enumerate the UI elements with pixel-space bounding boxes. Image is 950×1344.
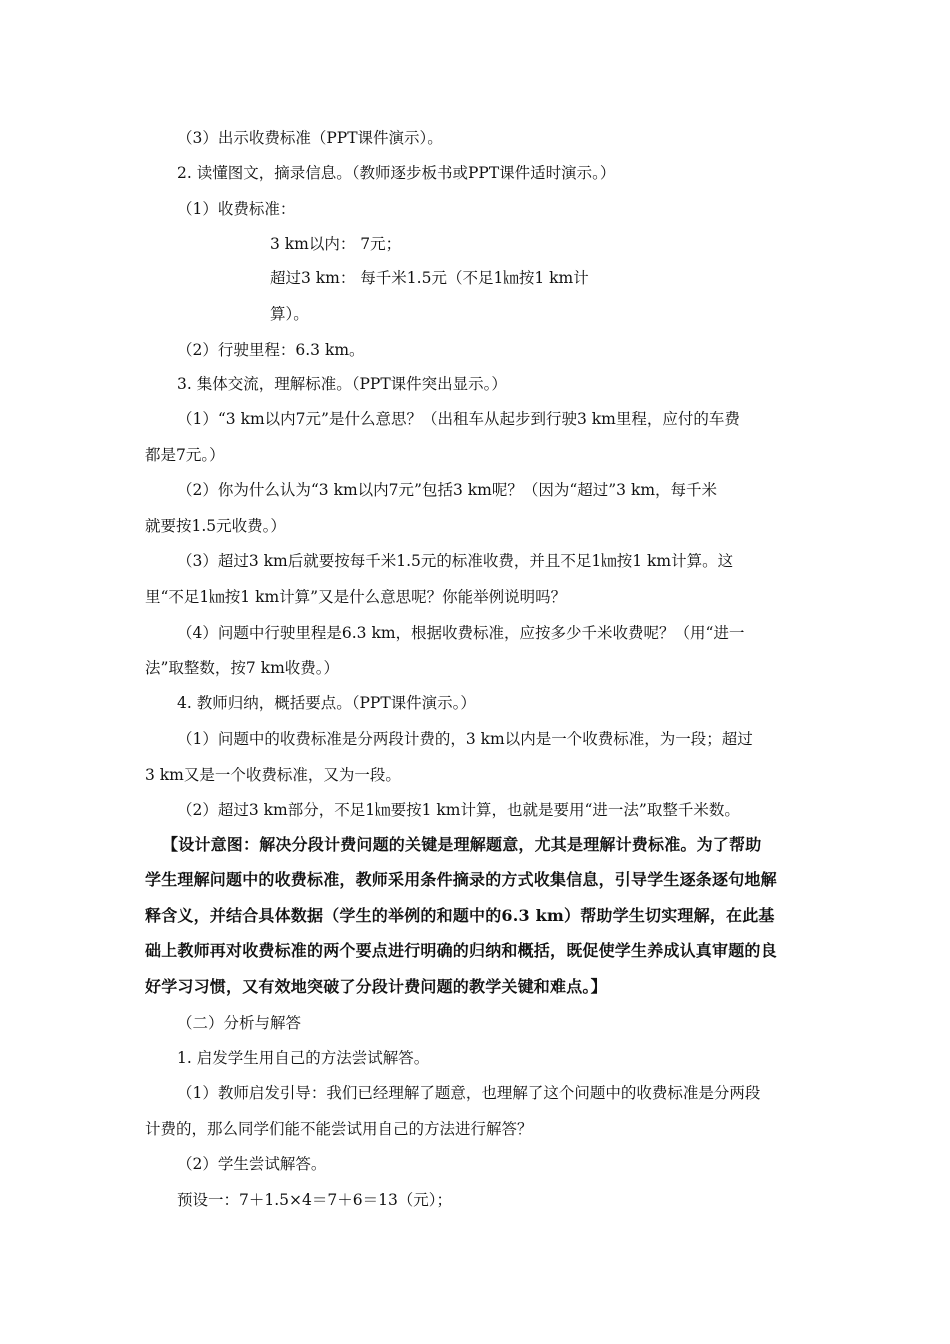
design-intent-line: 好学习习惯，又有效地突破了分段计费问题的教学关键和难点。】: [145, 977, 607, 996]
design-intent-line: 学生理解问题中的收费标准，教师采用条件摘录的方式收集信息，引导学生逐条逐句地解: [145, 870, 777, 889]
text-line: 里“不足1㎞按1 km计算”又是什么意思呢？你能举例说明吗？: [145, 588, 567, 606]
text-line: （2）行驶里程：6.3 km。: [177, 341, 365, 359]
text-line: 就要按1.5元收费。）: [145, 517, 286, 535]
section-heading: （二）分析与解答: [177, 1014, 302, 1032]
text-line: （1）问题中的收费标准是分两段计费的，3 km以内是一个收费标准，为一段；超过: [177, 730, 753, 748]
text-line: （4）问题中行驶里程是6.3 km，根据收费标准，应按多少千米收费呢？（用“进一: [177, 624, 745, 642]
text-line: 3 km又是一个收费标准，又为一段。: [145, 766, 401, 784]
text-line: 3 km以内： 7元；: [270, 235, 402, 253]
text-line: （1）“3 km以内7元”是什么意思？（出租车从起步到行驶3 km里程，应付的车费: [177, 410, 740, 428]
text-line: 2. 读懂图文，摘录信息。（教师逐步板书或PPT课件适时演示。）: [177, 164, 616, 182]
design-intent-line: 释含义，并结合具体数据（学生的举例的和题中的6.3 km）帮助学生切实理解，在此基: [145, 906, 775, 925]
text-line: 预设一：7＋1.5×4＝7＋6＝13（元）；: [177, 1191, 453, 1209]
text-line: 超过3 km： 每千米1.5元（不足1㎞按1 km计: [270, 269, 589, 287]
text-line: 1. 启发学生用自己的方法尝试解答。: [177, 1049, 430, 1067]
text-line: （1）教师启发引导：我们已经理解了题意，也理解了这个问题中的收费标准是分两段: [177, 1084, 761, 1102]
text-line: （2）超过3 km部分，不足1㎞要按1 km计算，也就是要用“进一法”取整千米数。: [177, 801, 740, 819]
text-line: （2）学生尝试解答。: [177, 1155, 327, 1173]
text-line: （3）出示收费标准（PPT课件演示）。: [177, 129, 443, 147]
text-line: 3. 集体交流，理解标准。（PPT课件突出显示。）: [177, 375, 507, 393]
design-intent-line: 【设计意图：解决分段计费问题的关键是理解题意，尤其是理解计费标准。为了帮助: [162, 835, 762, 854]
text-line: 都是7元。）: [145, 446, 225, 464]
design-intent-line: 础上教师再对收费标准的两个要点进行明确的归纳和概括，既促使学生养成认真审题的良: [145, 941, 777, 960]
text-line: （2）你为什么认为“3 km以内7元”包括3 km呢？（因为“超过”3 km，每千米: [177, 481, 718, 499]
text-line: 法”取整数，按7 km收费。）: [145, 659, 340, 677]
text-line: （3）超过3 km后就要按每千米1.5元的标准收费，并且不足1㎞按1 km计算。这: [177, 552, 734, 570]
text-line: 4. 教师归纳，概括要点。（PPT课件演示。）: [177, 694, 476, 712]
text-line: 计费的，那么同学们能不能尝试用自己的方法进行解答？: [145, 1120, 533, 1138]
text-line: 算）。: [270, 305, 309, 323]
text-line: （1）收费标准：: [177, 200, 296, 218]
